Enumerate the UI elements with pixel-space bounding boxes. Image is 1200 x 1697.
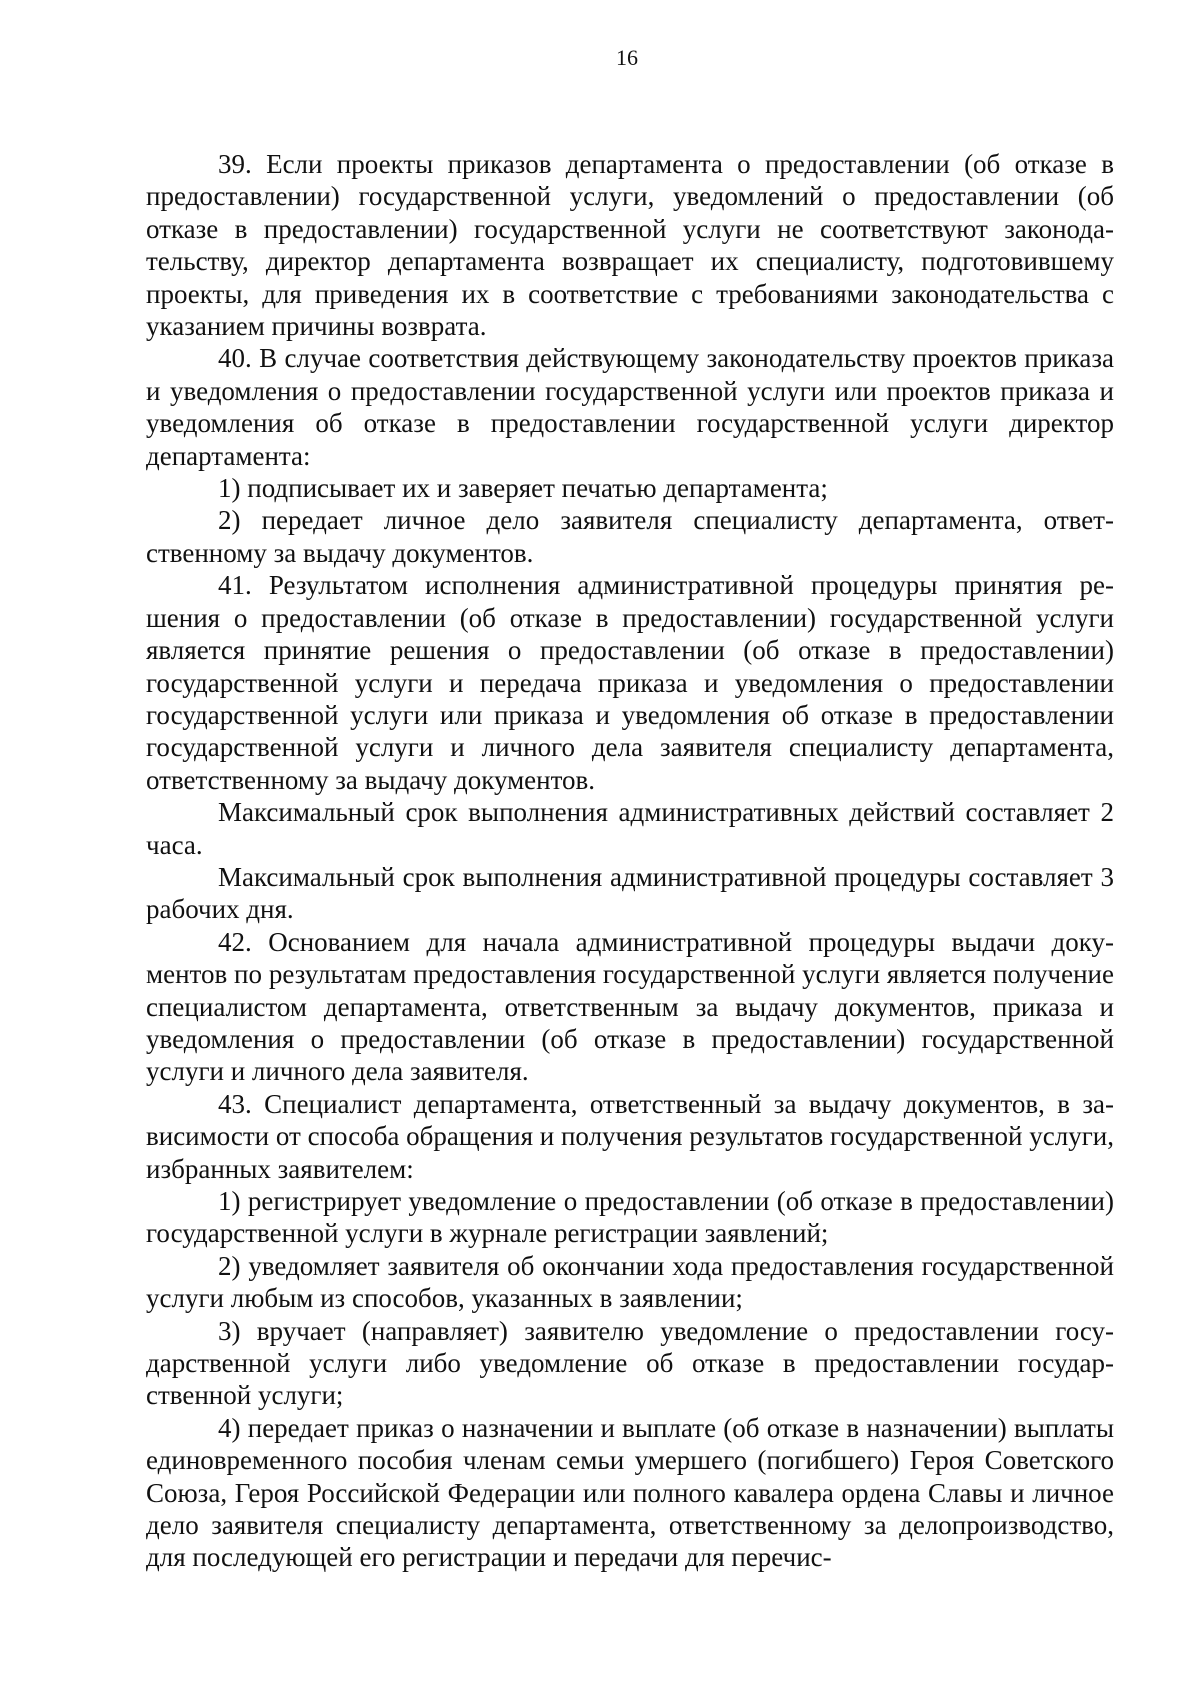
paragraph-43-item-3: 3) вручает (направляет) заявителю уведомление о предоставлении государственной услуги либо уведомление об отказе в предоставлении государственной услуги; bbox=[146, 1315, 1114, 1411]
page-number: 16 bbox=[616, 45, 638, 70]
paragraph-max-term-procedure: Максимальный срок выполнения административной процедуры составляет 3 рабочих дня. bbox=[146, 861, 1114, 925]
paragraph-max-term-actions: Максимальный срок выполнения административных действий составляет 2 часа. bbox=[146, 797, 1114, 860]
paragraph-39: 39. Если проекты приказов департамента о предоставлении (об отказе в предоставлении) государственной услуги, уведомлений о предоставлении (об отказе в предоставлении) государственной услуги не соответствуют законодательству, директор департамента возвращает их специалисту, подготовившему проекты, для приведения их в соответствие с требованиями законодательства с указанием причины возврата. bbox=[146, 149, 1114, 342]
paragraph-42: 42. Основанием для начала административной процедуры выдачи документов по результатам предоставления государственной услуги является получение специалистом департамента, ответственным за выдачу документов, приказа и уведомления о предоставлении (об отказе в предоставлении) государственной услуги и личного дела заявителя. bbox=[146, 926, 1114, 1087]
paragraph-43-item-1: 1) регистрирует уведомление о предоставлении (об отказе в предоставлении) государственной услуги в журнале регистрации заявлений; bbox=[146, 1186, 1114, 1249]
document-body bbox=[146, 148, 1114, 1574]
paragraph-40-item-1: 1) подписывает их и заверяет печатью департамента; bbox=[218, 473, 828, 504]
paragraph-40-item-2: 2) передает личное дело заявителя специалисту департамента, ответственному за выдачу документов. bbox=[146, 505, 1114, 568]
paragraph-40: 40. В случае соответствия действующему законодательству проектов приказа и уведомления о предоставлении государственной услуги или проектов приказа и уведомления об отказе в предоставлении государственной услуги директор департамента: bbox=[146, 343, 1114, 471]
paragraph-43-item-4: 4) передает приказ о назначении и выплате (об отказе в назначении) выплаты единовременного пособия членам семьи умершего (погибшего) Героя Советского Союза, Героя Российской Федерации или полного кавалера ордена Славы и личное дело заявителя специалисту департамента, ответственному за делопроизводство, для последующей его регистрации и передачи для перечис- bbox=[146, 1412, 1114, 1573]
paragraph-43: 43. Специалист департамента, ответственный за выдачу документов, в зависимости от способа обращения и получения результатов государственной услуги, избранных заявителем: bbox=[146, 1088, 1114, 1184]
paragraph-41: 41. Результатом исполнения административной процедуры принятия решения о предоставлении (об отказе в предоставлении) государственной услуги является принятие решения о предоставлении (об отказе в предоставлении) государственной услуги и передача приказа и уведомления о предоставлении государственной услуги или приказа и уведомления об отказе в предоставлении государственной услуги и личного дела заявителя специалисту департамента, ответственному за выдачу документов. bbox=[146, 570, 1114, 795]
paragraph-43-item-2: 2) уведомляет заявителя об окончании хода предоставления государственной услуги любым из способов, указанных в заявлении; bbox=[146, 1250, 1114, 1314]
